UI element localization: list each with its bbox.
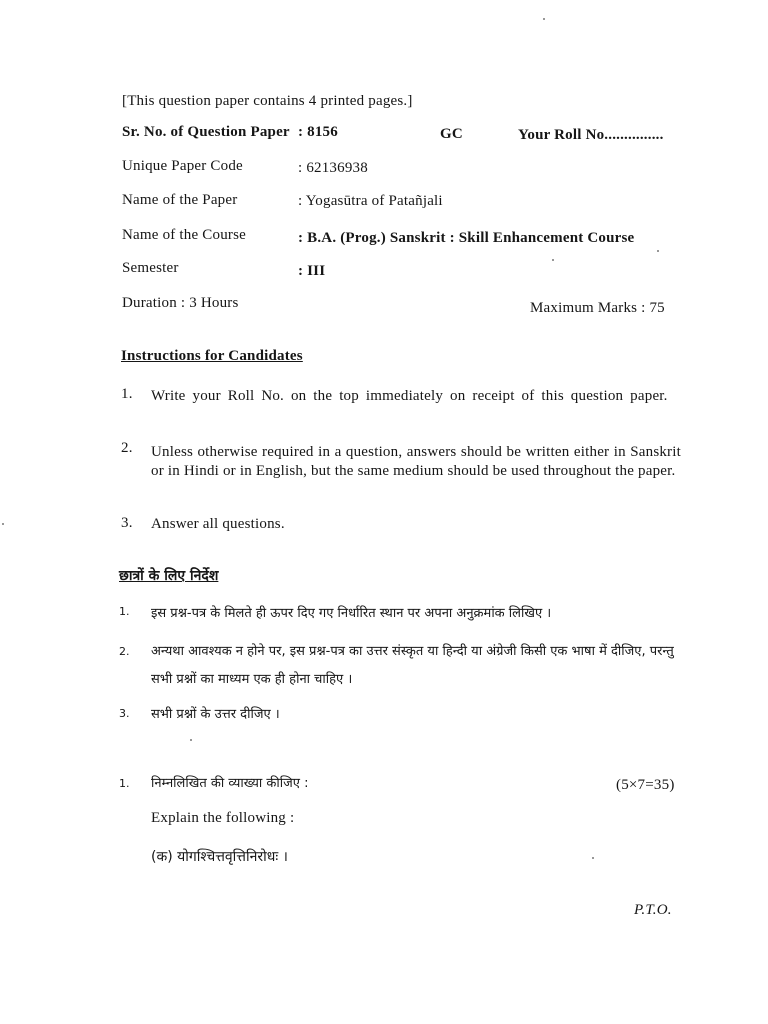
field-value-paper: : Yogasūtra of Patañjali [298, 193, 443, 209]
field-label-course: Name of the Course [122, 227, 246, 243]
scan-speck [190, 739, 192, 741]
hindi-instruction-text: इस प्रश्न-पत्र के मिलते ही ऊपर दिए गए निर्धारित स्थान पर अपना अनुक्रमांक लिखिए । [151, 606, 552, 621]
scan-speck [2, 523, 4, 525]
instructions-heading: Instructions for Candidates [121, 348, 303, 364]
roll-no-field: Your Roll No............... [518, 127, 664, 143]
scan-speck [592, 857, 594, 859]
field-value-upc: : 62136938 [298, 160, 368, 176]
instruction-text: Write your Roll No. on the top immediately on receipt of this question paper. [151, 388, 668, 404]
hindi-instruction-text: अन्यथा आवश्यक न होने पर, इस प्रश्न-पत्र का उत्तर संस्कृत या हिन्दी या अंग्रेजी किसी एक भाषा में दीजिए, परन्तु सभी प्रश्नों का माध्यम एक ही होना चाहिए । [151, 644, 674, 687]
hindi-instructions-heading: छात्रों के लिए निर्देश [119, 568, 219, 584]
duration: Duration : 3 Hours [122, 295, 239, 311]
instruction-text: Answer all questions. [151, 516, 285, 532]
question-marks: (5×7=35) [616, 777, 675, 793]
field-label-semester: Semester [122, 260, 179, 276]
instruction-text: Unless otherwise required in a question, answers should be written either in Sanskrit or in Hindi or in English, but the same medium should be used throughout the paper. [151, 444, 681, 479]
scan-speck [552, 259, 554, 261]
field-label-upc: Unique Paper Code [122, 158, 243, 174]
pages-note: [This question paper contains 4 printed pages.] [122, 93, 413, 109]
hindi-instruction-num: 3. [119, 707, 130, 720]
hindi-instruction-num: 1. [119, 605, 130, 618]
field-value-course: : B.A. (Prog.) Sanskrit : Skill Enhancement Course [298, 230, 635, 246]
hindi-instruction-num: 2. [119, 645, 130, 658]
paper-code: GC [440, 126, 463, 142]
scan-speck [657, 250, 659, 252]
question-num: 1. [119, 777, 130, 790]
question-part-a: (क) योगश्चित्तवृत्तिनिरोधः । [151, 849, 288, 865]
scan-speck [543, 18, 545, 20]
instruction-num: 2. [121, 440, 133, 456]
pto-label: P.T.O. [634, 902, 672, 918]
question-hindi: निम्नलिखित की व्याख्या कीजिए : [151, 776, 309, 791]
field-value-semester: : III [298, 263, 326, 279]
instruction-num: 3. [121, 515, 133, 531]
field-label-paper: Name of the Paper [122, 192, 238, 208]
max-marks: Maximum Marks : 75 [530, 300, 665, 316]
sr-no-label: Sr. No. of Question Paper [122, 124, 290, 140]
instruction-num: 1. [121, 386, 133, 402]
question-english: Explain the following : [151, 810, 295, 826]
hindi-instruction-text: सभी प्रश्नों के उत्तर दीजिए । [151, 707, 280, 722]
sr-no-value: : 8156 [298, 124, 338, 140]
